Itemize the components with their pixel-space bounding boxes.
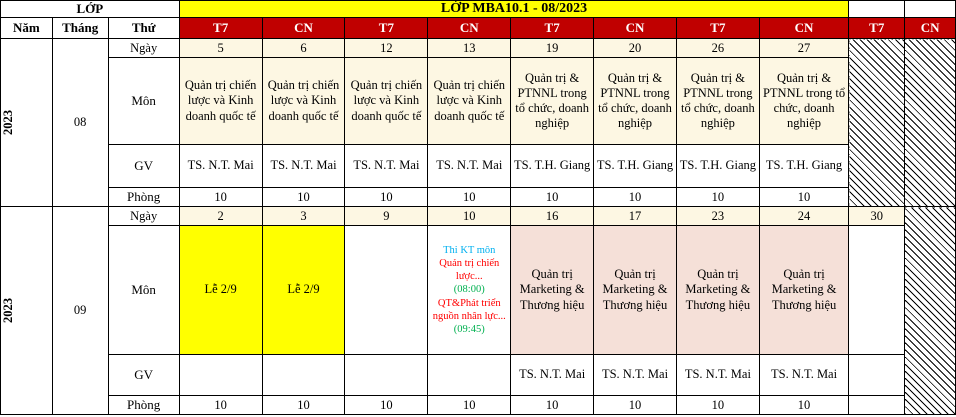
subject-08-6: Quản trị & PTNNL trong tổ chức, doanh nghiệp: [676, 58, 759, 145]
month-08-year: 2023: [1, 39, 53, 207]
subject-09-8: [849, 226, 905, 355]
weekday-7: CN: [759, 18, 848, 39]
subject-09-3-exam: [428, 226, 511, 355]
month-09-month: 09: [52, 207, 108, 415]
label-gv-09: GV: [108, 355, 179, 396]
exam-line-3: (08:00): [453, 284, 485, 296]
room-08-3: 10: [428, 188, 511, 207]
day-09-1: 3: [262, 207, 345, 226]
weekday-2: T7: [345, 18, 428, 39]
room-09-0: 10: [179, 396, 262, 415]
month-09-day-row: [1, 207, 956, 226]
teacher-09-3: [428, 355, 511, 396]
room-08-1: 10: [262, 188, 345, 207]
subject-08-4: Quản trị & PTNNL trong tổ chức, doanh nghiệp: [511, 58, 594, 145]
room-09-5: 10: [594, 396, 677, 415]
label-phong-09: Phòng: [108, 396, 179, 415]
subject-09-6: Quản trị Marketing & Thương hiệu: [676, 226, 759, 355]
month-09-teacher-row: [1, 355, 956, 396]
teacher-09-8: [849, 355, 905, 396]
label-phong-08: Phòng: [108, 188, 179, 207]
room-08-2: 10: [345, 188, 428, 207]
day-09-6: 23: [676, 207, 759, 226]
teacher-09-0: [179, 355, 262, 396]
room-08-0: 10: [179, 188, 262, 207]
month-09-room-row: [1, 396, 956, 415]
weekday-4: T7: [511, 18, 594, 39]
room-09-3: 10: [428, 396, 511, 415]
weekday-0: T7: [179, 18, 262, 39]
subject-09-5: Quản trị Marketing & Thương hiệu: [594, 226, 677, 355]
subject-08-1: Quản trị chiến lược và Kinh doanh quốc tế: [262, 58, 345, 145]
subject-09-0: Lễ 2/9: [179, 226, 262, 355]
weekday-8: T7: [849, 18, 905, 39]
title-row: [1, 1, 956, 18]
teacher-08-3: TS. N.T. Mai: [428, 145, 511, 188]
day-08-3: 13: [428, 39, 511, 58]
teacher-08-2: TS. N.T. Mai: [345, 145, 428, 188]
col-header-nam: Năm: [1, 18, 53, 39]
day-08-2: 12: [345, 39, 428, 58]
exam-line-4: QT&Phát triển nguồn nhân lực...: [432, 297, 506, 322]
teacher-09-7: TS. N.T. Mai: [759, 355, 848, 396]
weekday-1: CN: [262, 18, 345, 39]
label-mon-09: Môn: [108, 226, 179, 355]
teacher-09-4: TS. N.T. Mai: [511, 355, 594, 396]
day-08-5: 20: [594, 39, 677, 58]
month-08-month: 08: [52, 39, 108, 207]
teacher-09-6: TS. N.T. Mai: [676, 355, 759, 396]
day-09-0: 2: [179, 207, 262, 226]
teacher-08-6: TS. T.H. Giang: [676, 145, 759, 188]
subject-09-2: [345, 226, 428, 355]
room-09-2: 10: [345, 396, 428, 415]
month-09-subject-row: [1, 226, 956, 355]
month-08-hatch-1: [849, 39, 905, 207]
teacher-08-4: TS. T.H. Giang: [511, 145, 594, 188]
weekday-6: T7: [676, 18, 759, 39]
month-08-hatch-2: [905, 39, 956, 207]
day-09-4: 16: [511, 207, 594, 226]
label-ngay-09: Ngày: [108, 207, 179, 226]
month-08-room-row: [1, 188, 956, 207]
day-08-1: 6: [262, 39, 345, 58]
exam-line-2: Quản trị chiến lược...: [439, 258, 500, 283]
day-09-2: 9: [345, 207, 428, 226]
day-08-0: 5: [179, 39, 262, 58]
day-08-7: 27: [759, 39, 848, 58]
label-gv-08: GV: [108, 145, 179, 188]
month-09-hatch-2: [905, 207, 956, 415]
room-08-4: 10: [511, 188, 594, 207]
teacher-08-7: TS. T.H. Giang: [759, 145, 848, 188]
weekday-3: CN: [428, 18, 511, 39]
day-09-5: 17: [594, 207, 677, 226]
exam-line-1: Thi KT môn: [443, 245, 496, 257]
teacher-08-0: TS. N.T. Mai: [179, 145, 262, 188]
title-blank-2: [905, 1, 956, 18]
month-08-subject-row: [1, 58, 956, 145]
day-08-4: 19: [511, 39, 594, 58]
weekday-5: CN: [594, 18, 677, 39]
teacher-08-5: TS. T.H. Giang: [594, 145, 677, 188]
subject-09-7: Quản trị Marketing & Thương hiệu: [759, 226, 848, 355]
room-09-4: 10: [511, 396, 594, 415]
month-08-teacher-row: [1, 145, 956, 188]
room-08-7: 10: [759, 188, 848, 207]
subject-08-7: Quản trị & PTNNL trong tổ chức, doanh nghiệp: [759, 58, 848, 145]
subject-08-2: Quản trị chiến lược và Kinh doanh quốc tế: [345, 58, 428, 145]
col-header-thu: Thứ: [108, 18, 179, 39]
teacher-09-1: [262, 355, 345, 396]
lop-label: LỚP: [1, 1, 180, 18]
day-09-8: 30: [849, 207, 905, 226]
label-ngay-08: Ngày: [108, 39, 179, 58]
room-08-5: 10: [594, 188, 677, 207]
day-09-7: 24: [759, 207, 848, 226]
teacher-08-1: TS. N.T. Mai: [262, 145, 345, 188]
teacher-09-2: [345, 355, 428, 396]
exam-line-5: (09:45): [453, 323, 485, 335]
weekday-header-row: [1, 18, 956, 39]
room-09-7: 10: [759, 396, 848, 415]
room-09-1: 10: [262, 396, 345, 415]
subject-09-4: Quản trị Marketing & Thương hiệu: [511, 226, 594, 355]
month-09-year: 2023: [1, 207, 53, 415]
teacher-09-5: TS. N.T. Mai: [594, 355, 677, 396]
subject-08-5: Quản trị & PTNNL trong tổ chức, doanh nghiệp: [594, 58, 677, 145]
weekday-9: CN: [905, 18, 956, 39]
month-08-day-row: [1, 39, 956, 58]
col-header-thang: Tháng: [52, 18, 108, 39]
title-blank-1: [849, 1, 905, 18]
day-09-3: 10: [428, 207, 511, 226]
room-09-8: [849, 396, 905, 415]
subject-08-0: Quản trị chiến lược và Kinh doanh quốc tế: [179, 58, 262, 145]
day-08-6: 26: [676, 39, 759, 58]
room-09-6: 10: [676, 396, 759, 415]
class-title: LỚP MBA10.1 - 08/2023: [179, 1, 849, 18]
subject-09-1: Lễ 2/9: [262, 226, 345, 355]
room-08-6: 10: [676, 188, 759, 207]
subject-08-3: Quản trị chiến lược và Kinh doanh quốc tế: [428, 58, 511, 145]
label-mon-08: Môn: [108, 58, 179, 145]
